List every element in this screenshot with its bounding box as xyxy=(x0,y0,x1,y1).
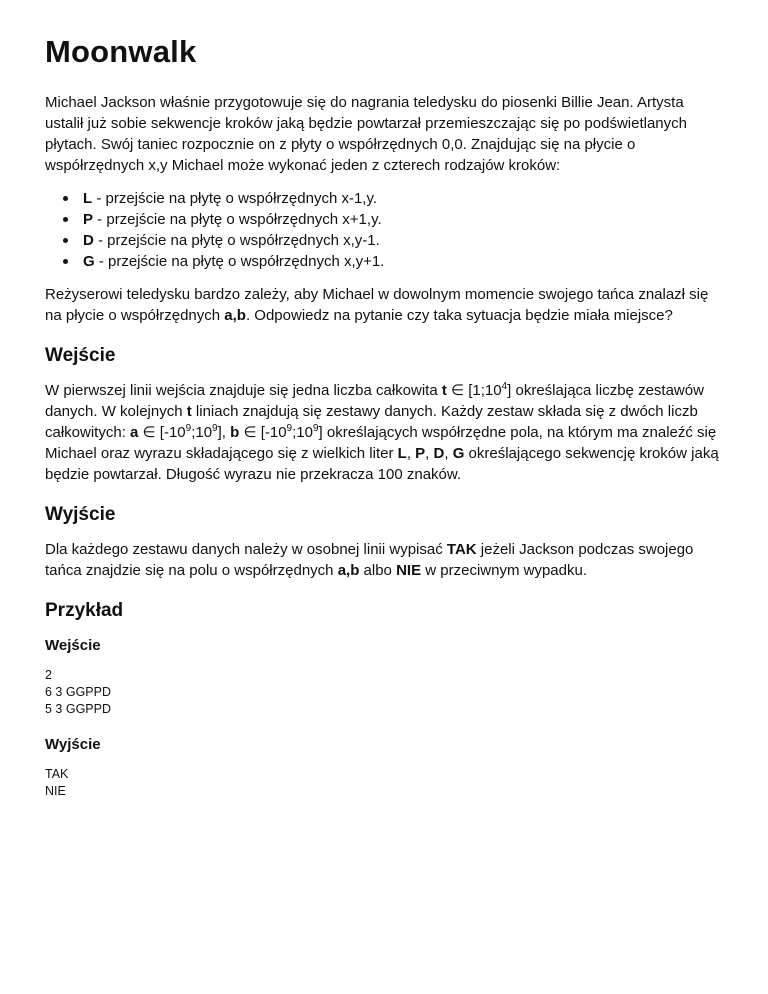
answer-tak: TAK xyxy=(446,541,477,558)
output-text: albo xyxy=(359,562,397,579)
range-text: ∈ [-10 xyxy=(138,424,186,441)
letter-d: D xyxy=(433,445,445,462)
input-heading: Wejście xyxy=(45,345,116,366)
example-output-heading: Wyjście xyxy=(45,736,101,753)
range-text: ], xyxy=(217,424,231,441)
letter-l: L xyxy=(397,445,407,462)
letter-g: G xyxy=(452,445,465,462)
page-title: Moonwalk xyxy=(45,34,197,69)
example-heading: Przykład xyxy=(45,600,124,621)
example-input-line: 5 3 GGPPD xyxy=(45,702,111,716)
var-a: a xyxy=(130,424,139,441)
list-item xyxy=(83,251,724,272)
var-ab: a,b xyxy=(337,562,360,579)
var-b: b xyxy=(230,424,240,441)
input-section xyxy=(45,343,724,485)
separator: , xyxy=(406,445,416,462)
range-text: ;10 xyxy=(191,424,213,441)
bullet-icon xyxy=(63,238,68,243)
question-coords: a,b xyxy=(224,307,246,324)
bullet-icon xyxy=(63,259,68,264)
output-section xyxy=(45,502,724,581)
example-input-line: 2 xyxy=(45,668,52,682)
example-input-heading: Wejście xyxy=(45,637,101,654)
exponent: 9 xyxy=(312,423,319,434)
separator: , xyxy=(444,445,453,462)
exponent: 9 xyxy=(212,423,218,434)
step-key: D xyxy=(83,232,94,249)
example-output-line: TAK xyxy=(45,767,69,781)
output-heading: Wyjście xyxy=(45,504,116,525)
input-text: ] określająca liczbę zestawów danych. W kolejnych xyxy=(45,382,704,420)
question-text: Reżyserowi teledysku bardzo zależy, aby Michael w dowolnym momencie swojego tańca znalazł się na płycie o współrzędnych xyxy=(45,286,709,324)
letter-p: P xyxy=(415,445,426,462)
output-description xyxy=(45,539,724,581)
list-item xyxy=(83,230,724,251)
exponent: 4 xyxy=(501,381,508,392)
input-description xyxy=(45,380,724,485)
list-item xyxy=(83,188,724,209)
example-output-line: NIE xyxy=(45,784,66,798)
steps-list xyxy=(45,188,724,272)
input-text: W pierwszej linii wejścia znajduje się jedna liczba całkowita xyxy=(45,382,442,399)
range-text: ∈ [1;10 xyxy=(446,382,502,399)
input-text: ] określających współrzędne pola, na którym ma znaleźć się Michael oraz wyrazu składającego się z wielkich liter xyxy=(45,424,717,462)
example-input-block xyxy=(45,667,724,718)
step-text: - przejście na płytę o współrzędnych x+1,y. xyxy=(93,211,382,228)
exponent: 9 xyxy=(286,423,293,434)
range-text: ∈ [-10 xyxy=(239,424,287,441)
input-text: liniach znajdują się zestawy danych. Każdy zestaw składa się z dwóch liczb całkowitych: xyxy=(45,403,698,441)
answer-nie: NIE xyxy=(396,562,422,579)
example-input-line: 6 3 GGPPD xyxy=(45,685,111,699)
step-key: G xyxy=(83,253,95,270)
example-output-block xyxy=(45,766,724,800)
question-paragraph xyxy=(45,284,724,326)
step-key: L xyxy=(83,190,93,207)
var-t: t xyxy=(441,382,447,399)
intro-paragraph: Michael Jackson właśnie przygotowuje się do nagrania teledysku do piosenki Billie Jean. Artysta ustalił już sobie sekwencje kroków jaką będzie powtarzał przemieszczając się po podświetlanych płytach. Swój taniec rozpocznie on z płyty o współrzędnych 0,0. Znajdując się na płycie o współrzędnych x,y Michael może wykonać jeden z czterech rodzajów kroków: xyxy=(45,94,687,174)
output-text: Dla każdego zestawu danych należy w osobnej linii wypisać xyxy=(45,541,447,558)
bullet-icon xyxy=(63,196,68,201)
input-text: określającego sekwencję kroków jaką będzie powtarzał. Długość wyrazu nie przekracza 100 znaków. xyxy=(45,445,719,483)
separator: , xyxy=(425,445,434,462)
step-text: - przejście na płytę o współrzędnych x,y-1. xyxy=(93,232,380,249)
var-t: t xyxy=(186,403,192,420)
step-text: - przejście na płytę o współrzędnych x-1,y. xyxy=(92,190,378,207)
bullet-icon xyxy=(63,217,68,222)
output-text: w przeciwnym wypadku. xyxy=(421,562,587,579)
range-text: ;10 xyxy=(292,424,313,441)
step-text: - przejście na płytę o współrzędnych x,y+1. xyxy=(94,253,385,270)
output-text: jeżeli Jackson podczas swojego tańca znajdzie się na polu o współrzędnych xyxy=(45,541,694,579)
step-key: P xyxy=(83,211,94,228)
question-text-end: . Odpowiedz na pytanie czy taka sytuacja będzie miała miejsce? xyxy=(245,307,673,324)
exponent: 9 xyxy=(185,423,192,434)
list-item xyxy=(83,209,724,230)
example-section xyxy=(45,598,724,800)
